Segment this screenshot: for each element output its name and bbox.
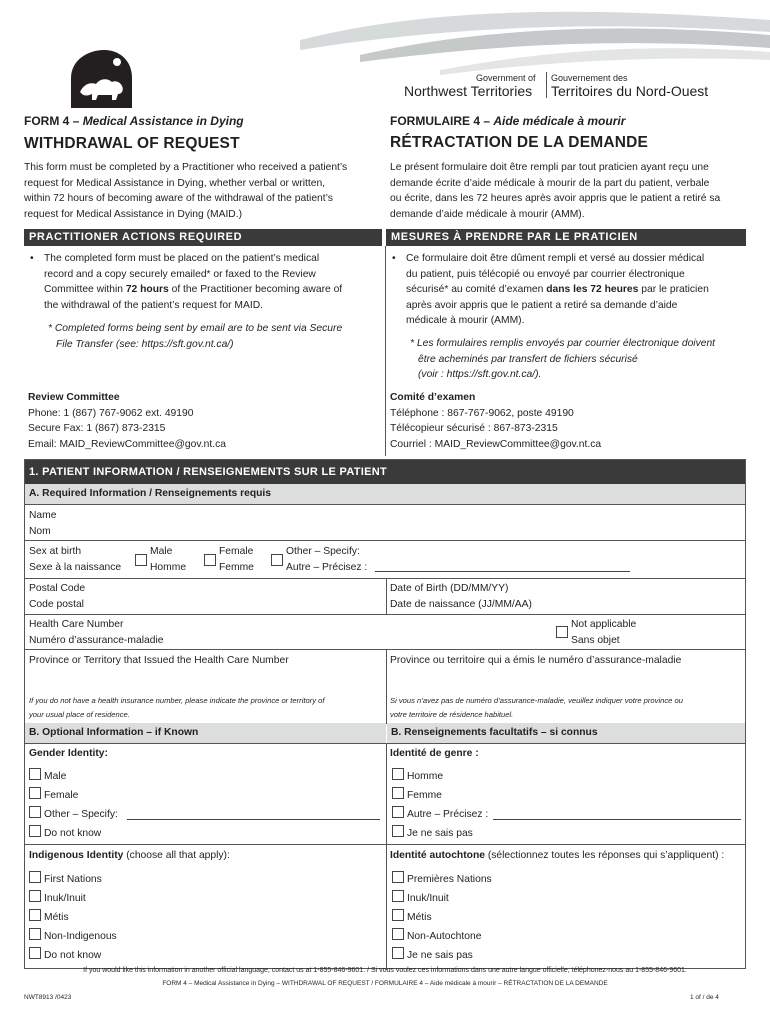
title-fr: RÉTRACTATION DE LA DEMANDE [390,134,649,151]
no-insurance-note-en: If you do not have a health insurance number, please indicate the province or territory of your usual place of residence. [29,696,325,719]
gender-homme-checkbox[interactable] [392,768,404,780]
inuit-checkbox[interactable] [29,890,41,902]
indigenous-option-fr: Inuk/Inuit [407,893,449,904]
gender-option-fr: Homme [407,771,444,782]
header-swoosh [300,0,770,75]
form-code: NWT8913 /0423 [24,994,72,1001]
dob-label: Date of Birth (DD/MM/YY) Date de naissance (JJ/MM/AA) [390,583,532,610]
province-label-en: Province or Territory that Issued the Health Care Number [29,655,289,666]
actions-text-fr: Ce formulaire doit être dûment rempli et versé au dossier médical du patient, puis télécopié ou envoyé par courrier électronique sécurisé* au comité d’examen dans les 72 heures par le praticien après avoir appris que le patient a retiré sa demande d’aide médicale à mourir (AMM). [406,253,709,327]
gender-unknown-checkbox[interactable] [29,825,41,837]
jnsp-fr-checkbox[interactable] [392,947,404,959]
actions-text-en: The completed form must be placed on the patient’s medical record and a copy securely emailed* or faxed to the Review Committee within 72 hours of the Practitioner becoming aware of the withdrawal of the patient’s request for MAID. [44,253,343,311]
sub-b-header-fr: B. Renseignements facultatifs – si connus [387,723,745,743]
gender-other-input-en[interactable] [127,819,380,820]
committee-fr: Comité d’examen Téléphone : 867-767-9062, poste 49190 Télécopieur sécurisé : 867-873-2315 Courriel : MAID_ReviewCommittee@gov.nt.ca [390,392,602,450]
metis-fr-checkbox[interactable] [392,909,404,921]
section-1-header: 1. PATIENT INFORMATION / RENSEIGNEMENTS SUR LE PATIENT [25,460,745,484]
indigenous-option-en: Non-Indigenous [44,931,117,942]
gender-jnsp-checkbox[interactable] [392,825,404,837]
indigenous-option-en: Do not know [44,950,102,961]
gender-female-checkbox[interactable] [29,787,41,799]
non-autochtone-checkbox[interactable] [392,928,404,940]
gov-fr-small: Gouvernement des [551,73,628,83]
nwt-polar-bear-logo [66,48,136,108]
page-number: 1 of / de 4 [690,994,719,1001]
language-notice: If you would like this information in another official language, contact us at 1-855-846-9601. / Si vous voulez ces informations dans une autre langue officielle, téléphonez-nous au 1-855-846-9601. [83,967,687,974]
intro-fr: Le présent formulaire doit être rempli par tout praticien ayant reçu une demande écrite d’aide médicale à mourir de la part du patient, verbale ou écrite, dans les 72 heures après avoir appris que le patient a retiré sa demande d’aide médicale à mourir (AMM). [390,162,721,220]
indigenous-option-fr: Non-Autochtone [407,931,482,942]
title-en: WITHDRAWAL OF REQUEST [24,135,240,152]
sex-other-checkbox[interactable] [271,554,283,566]
actions-header-en: PRACTITIONER ACTIONS REQUIRED [24,229,382,246]
name-label: Name Nom [29,510,57,537]
indigenous-option-fr: Premières Nations [407,874,492,885]
patient-info-section [24,459,746,969]
gender-identity-label-fr: Identité de genre : [390,748,479,759]
non-indigenous-checkbox[interactable] [29,928,41,940]
form-number-fr: FORMULAIRE 4 – Aide médicale à mourir [390,114,626,128]
first-nations-checkbox[interactable] [29,871,41,883]
indigenous-option-en: First Nations [44,874,102,885]
gender-other-checkbox[interactable] [29,806,41,818]
sex-female-label: Female Femme [219,546,254,573]
form-number-en: FORM 4 – Medical Assistance in Dying [24,114,244,128]
gender-option-en: Do not know [44,828,102,839]
sub-b-header-en: B. Optional Information – if Known [25,723,386,743]
gender-option-en: Other – Specify: [44,809,118,820]
gov-fr-big: Territoires du Nord-Ouest [551,83,709,99]
sex-other-label: Other – Specify: Autre – Précisez : [286,546,368,573]
sex-male-label: Male Homme [150,546,187,573]
indigenous-identity-label-fr: Identité autochtone (sélectionnez toutes les réponses qui s’appliquent) : [390,850,725,861]
indigenous-option-fr: Je ne sais pas [407,950,473,961]
gov-en-big: Northwest Territories [404,83,533,99]
gender-autre-checkbox[interactable] [392,806,404,818]
indigenous-option-fr: Métis [407,912,432,923]
province-label-fr: Province ou territoire qui a émis le numéro d’assurance-maladie [390,655,682,666]
indigenous-option-en: Métis [44,912,69,923]
gender-male-checkbox[interactable] [29,768,41,780]
indigenous-unknown-checkbox[interactable] [29,947,41,959]
gender-identity-label-en: Gender Identity: [29,748,108,759]
premieres-nations-checkbox[interactable] [392,871,404,883]
gov-en-small: Government of [476,73,536,83]
no-insurance-note-fr: Si vous n’avez pas de numéro d’assurance-maladie, veuillez indiquer votre province ou votre territoire de résidence habituel. [390,696,683,719]
bullet-en: • [30,253,34,264]
sex-male-checkbox[interactable] [135,554,147,566]
sex-label: Sex at birth Sexe à la naissance [29,546,122,573]
gender-other-input-fr[interactable] [493,819,741,820]
not-applicable-checkbox[interactable] [556,626,568,638]
intro-en: This form must be completed by a Practitioner who received a patient’s request for Medical Assistance in Dying, whether verbal or written, within 72 hours of becoming aware of the withdrawal of the patient’s request for Medical Assistance in Dying (MAID.) [24,162,348,220]
actions-note-en: * Completed forms being sent by email are to be sent via Secure File Transfer (see: https://sft.gov.nt.ca/) [48,323,343,350]
sex-other-input[interactable] [375,571,630,572]
inuk-fr-checkbox[interactable] [392,890,404,902]
committee-en: Review Committee Phone: 1 (867) 767-9062 ext. 49190 Secure Fax: 1 (867) 873-2315 Email: MAID_ReviewCommittee@gov.nt.ca [28,392,226,450]
metis-checkbox[interactable] [29,909,41,921]
gender-option-en: Male [44,771,67,782]
gender-option-fr: Femme [407,790,442,801]
footer-form-line: FORM 4 – Medical Assistance in Dying – WITHDRAWAL OF REQUEST / FORMULAIRE 4 – Aide médicale à mourir – RÉTRACTATION DE LA DEMANDE [162,980,608,987]
indigenous-identity-label-en: Indigenous Identity (choose all that apply): [29,850,230,861]
postal-code-label: Postal Code Code postal [29,583,86,610]
gender-option-en: Female [44,790,79,801]
sub-a-header: A. Required Information / Renseignements requis [25,484,745,504]
indigenous-option-en: Inuk/Inuit [44,893,86,904]
actions-header-fr: MESURES À PRENDRE PAR LE PRATICIEN [386,229,746,246]
gender-option-fr: Je ne sais pas [407,828,473,839]
health-care-number-label: Health Care Number Numéro d’assurance-maladie [29,619,164,646]
gov-divider [546,72,547,98]
actions-note-fr: * Les formulaires remplis envoyés par courrier électronique doivent être acheminés par transfert de fichiers sécurisé (voir : https://sft.gov.nt.ca/). [410,338,716,381]
gender-femme-checkbox[interactable] [392,787,404,799]
gender-option-fr: Autre – Précisez : [407,809,489,820]
sex-female-checkbox[interactable] [204,554,216,566]
actions-divider [385,246,386,456]
bullet-fr: • [392,253,396,264]
not-applicable-label: Not applicable Sans objet [571,619,637,646]
